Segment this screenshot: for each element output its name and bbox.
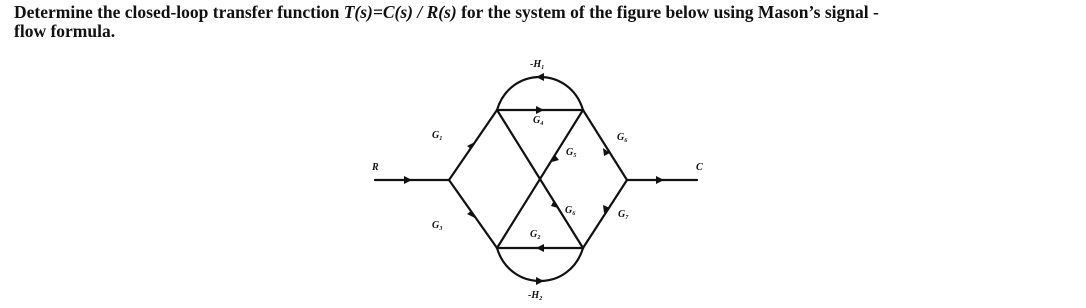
- problem-text-line2: flow formula.: [14, 21, 116, 41]
- problem-text-end: for the system of the figure below using Mason’s signal -: [456, 2, 879, 22]
- problem-text-start: Determine the closed-loop transfer function: [14, 2, 344, 22]
- transfer-function-expression: T(s)=C(s) / R(s): [343, 2, 457, 22]
- h2-feedback-arc: [497, 248, 583, 281]
- g6-arrow: [551, 200, 558, 208]
- g6-right-label: G₆: [617, 132, 628, 143]
- g5-label: G₅: [566, 147, 577, 158]
- h1-label: -H₁: [530, 59, 545, 70]
- g1-label: G₁: [432, 130, 443, 141]
- g2-arrow: [536, 244, 544, 252]
- h2-label: -H₂: [528, 290, 543, 301]
- g6-label: G₆: [565, 205, 576, 216]
- h1-feedback-arc: [497, 77, 583, 110]
- h2-arrow: [536, 277, 544, 285]
- output-arrow: [656, 176, 664, 184]
- h1-arrow: [536, 73, 544, 81]
- input-label: R: [372, 162, 379, 173]
- g7-label: G₇: [618, 209, 629, 220]
- g3-branch: [449, 180, 497, 248]
- g4-arrow: [536, 106, 544, 114]
- input-arrow: [404, 176, 412, 184]
- g3-label: G₃: [432, 220, 443, 231]
- g2-label: G₂: [530, 229, 541, 240]
- output-label: C: [696, 162, 703, 173]
- g6-right-branch: [583, 110, 627, 180]
- g4-label: G₄: [533, 115, 544, 126]
